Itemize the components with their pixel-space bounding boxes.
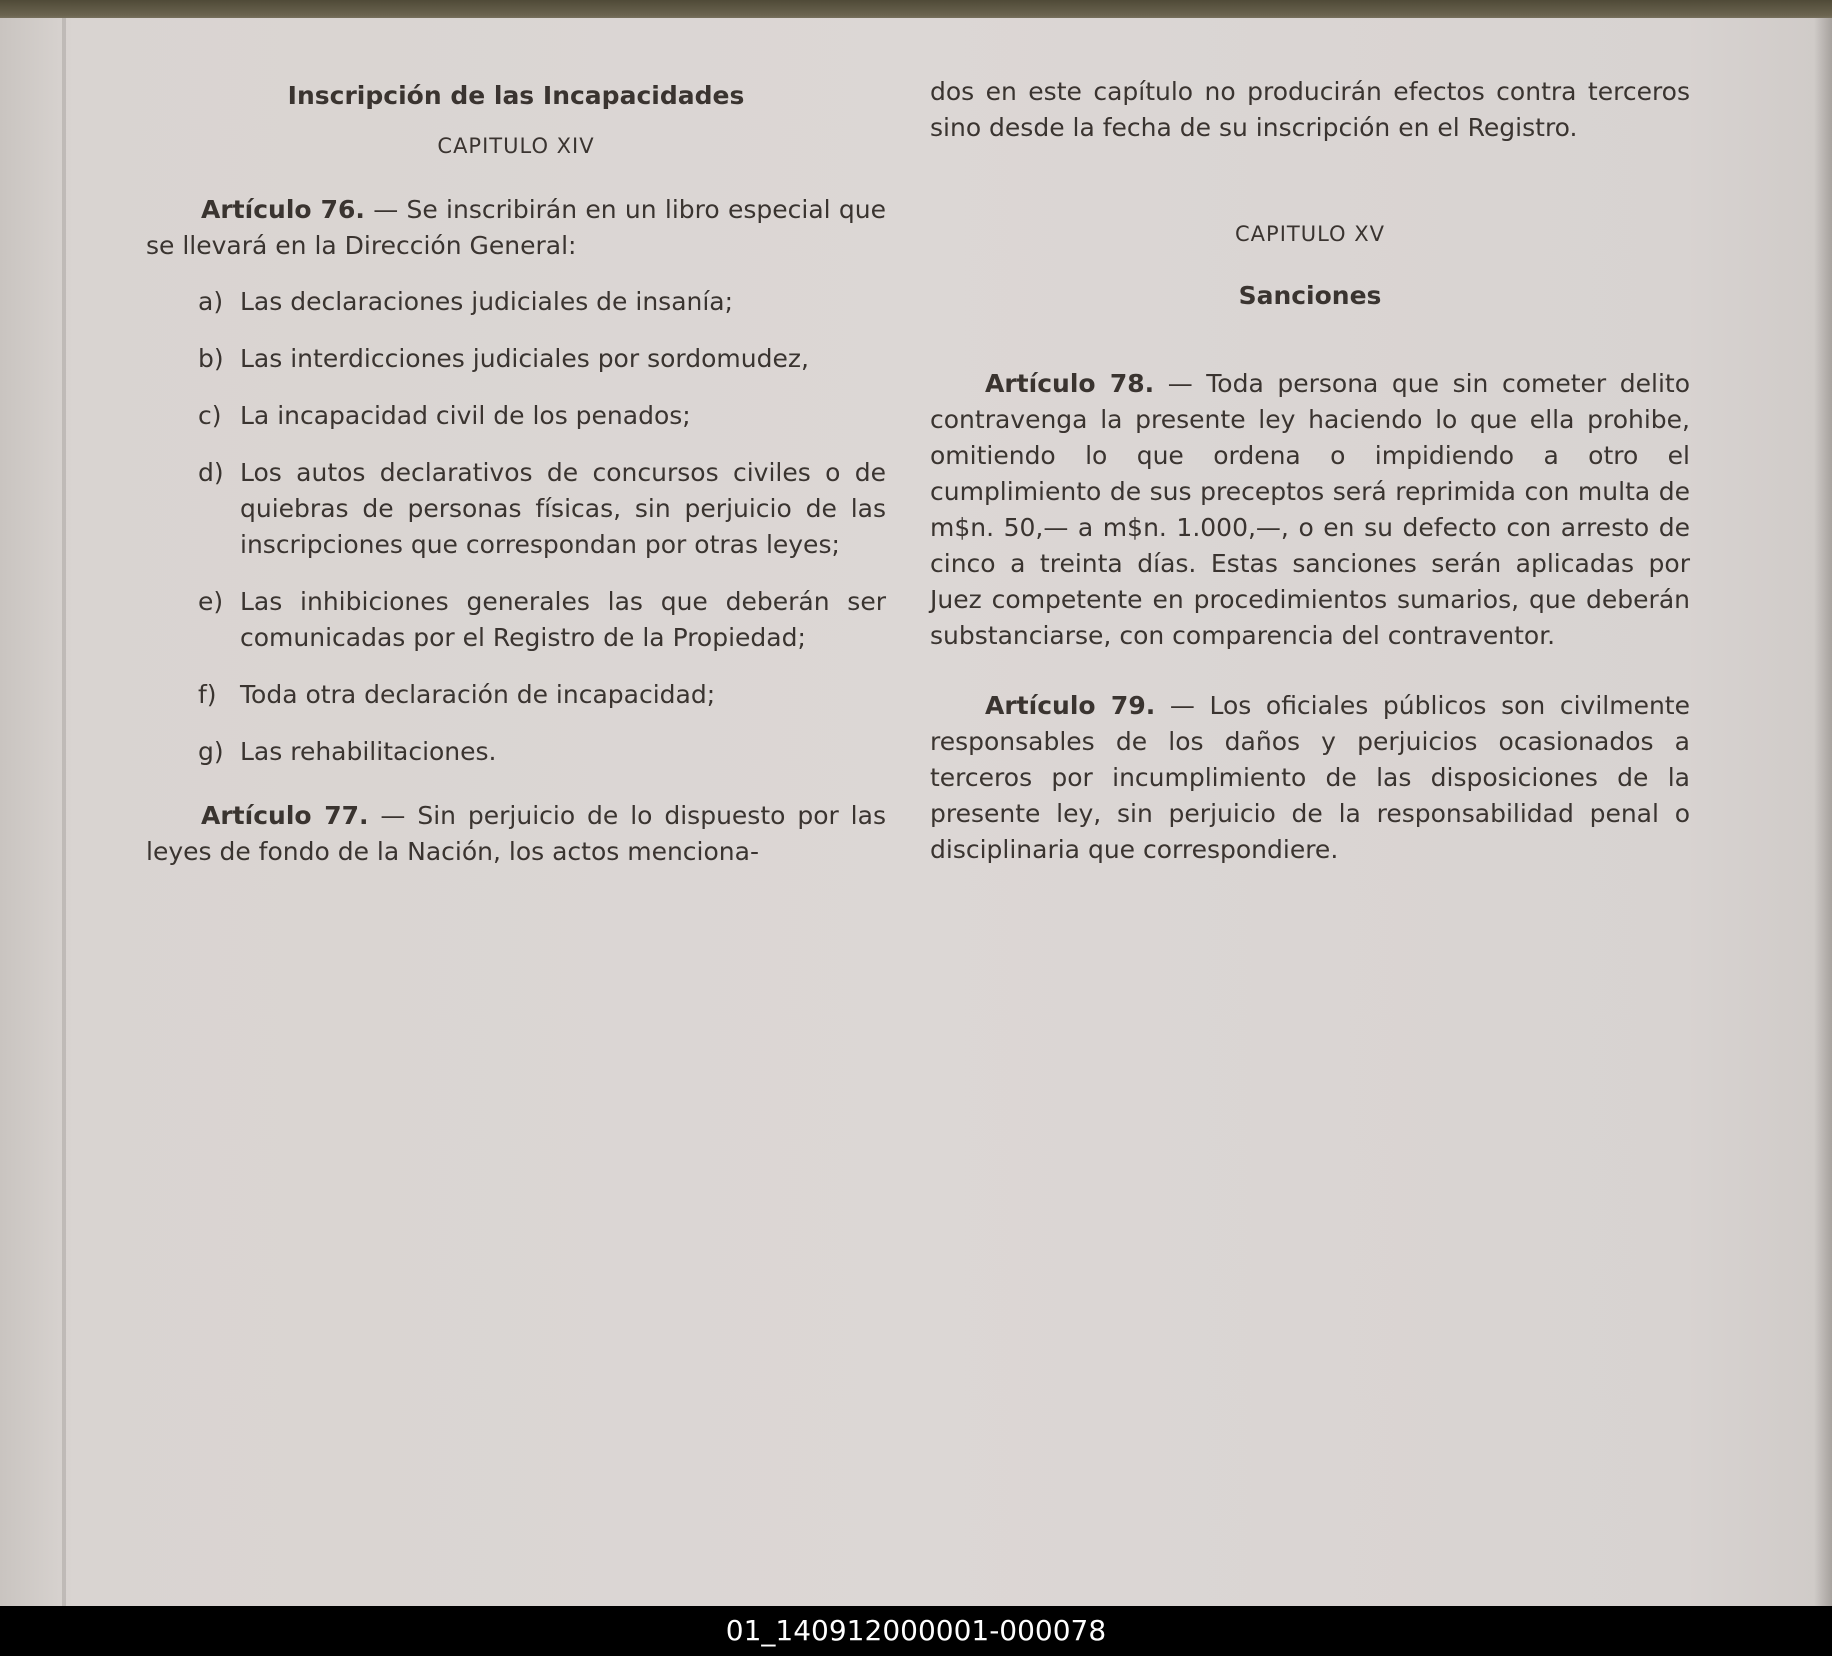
section-title-incapacidades: Inscripción de las Incapacidades xyxy=(287,81,745,110)
list-item-letter: e) xyxy=(198,587,224,616)
list-item-text: La incapacidad civil de los penados; xyxy=(240,401,691,430)
list-item-letter: c) xyxy=(198,401,222,430)
list-item xyxy=(146,398,886,434)
list-item-letter: g) xyxy=(198,737,224,766)
article-78-text: — Toda persona que sin cometer delito contravenga la presente ley haciendo lo que ella prohibe, omitiendo lo que ordena o impidiendo a otro el cumplimiento de sus preceptos será reprimida con multa de m$n. 50,— a m$n. 1.000,—, o en su defecto con arresto de cinco a treinta días. Estas sanciones serán aplicadas por Juez competente en procedimientos sumarios, que deberán substanciarse, con comparencia del contraventor. xyxy=(930,369,1690,650)
list-item xyxy=(146,734,886,770)
list-item-text: Las inhibiciones generales las que deberán ser comunicadas por el Registro de la Propiedad; xyxy=(240,587,886,652)
list-item xyxy=(146,341,886,377)
list-item xyxy=(146,284,886,320)
list-item-text: Las declaraciones judiciales de insanía; xyxy=(240,287,734,316)
section-title-sanciones: Sanciones xyxy=(1238,281,1382,310)
list-item-letter: a) xyxy=(198,287,224,316)
list-item-letter: f) xyxy=(198,680,217,709)
article-76-list xyxy=(146,284,886,770)
article-77-label: Artículo 77. xyxy=(201,801,369,830)
list-item xyxy=(146,584,886,656)
left-column xyxy=(146,78,886,890)
article-78-label: Artículo 78. xyxy=(985,369,1155,398)
chapter-heading-xv: CAPITULO XV xyxy=(1235,222,1385,246)
scan-id-footer: 01_140912000001-000078 xyxy=(0,1606,1832,1656)
list-item-text: Las interdicciones judiciales por sordomudez, xyxy=(240,344,809,373)
page-right-shadow xyxy=(1814,18,1832,1606)
article-79-text: — Los oficiales públicos son civilmente responsables de los daños y perjuicios ocasionados a terceros por incumplimiento de las disposiciones de la presente ley, sin perjuicio de la responsabilidad penal o disciplinaria que correspondiere. xyxy=(930,691,1690,864)
article-76 xyxy=(146,192,886,264)
article-78 xyxy=(930,366,1690,654)
article-76-text: — Se inscribirán en un libro especial que se llevará en la Dirección General: xyxy=(146,195,886,260)
article-77-continuation: dos en este capítulo no producirán efectos contra terceros sino desde la fecha de su inscripción en el Registro. xyxy=(930,77,1690,142)
article-77 xyxy=(146,798,886,870)
list-item-letter: d) xyxy=(198,458,224,487)
list-item xyxy=(146,677,886,713)
article-79-label: Artículo 79. xyxy=(985,691,1156,720)
page-gutter-shadow xyxy=(62,18,66,1606)
list-item xyxy=(146,455,886,563)
article-76-label: Artículo 76. xyxy=(201,195,365,224)
list-item-text: Los autos declarativos de concursos civiles o de quiebras de personas físicas, sin perjuicio de las inscripciones que correspondan por otras leyes; xyxy=(240,458,886,559)
article-77-text: — Sin perjuicio de lo dispuesto por las leyes de fondo de la Nación, los actos menciona- xyxy=(146,801,886,866)
list-item-letter: b) xyxy=(198,344,224,373)
article-79 xyxy=(930,688,1690,868)
right-column xyxy=(930,74,1690,902)
list-item-text: Toda otra declaración de incapacidad; xyxy=(240,680,716,709)
list-item-text: Las rehabilitaciones. xyxy=(240,737,497,766)
chapter-heading-xiv: CAPITULO XIV xyxy=(437,134,595,158)
